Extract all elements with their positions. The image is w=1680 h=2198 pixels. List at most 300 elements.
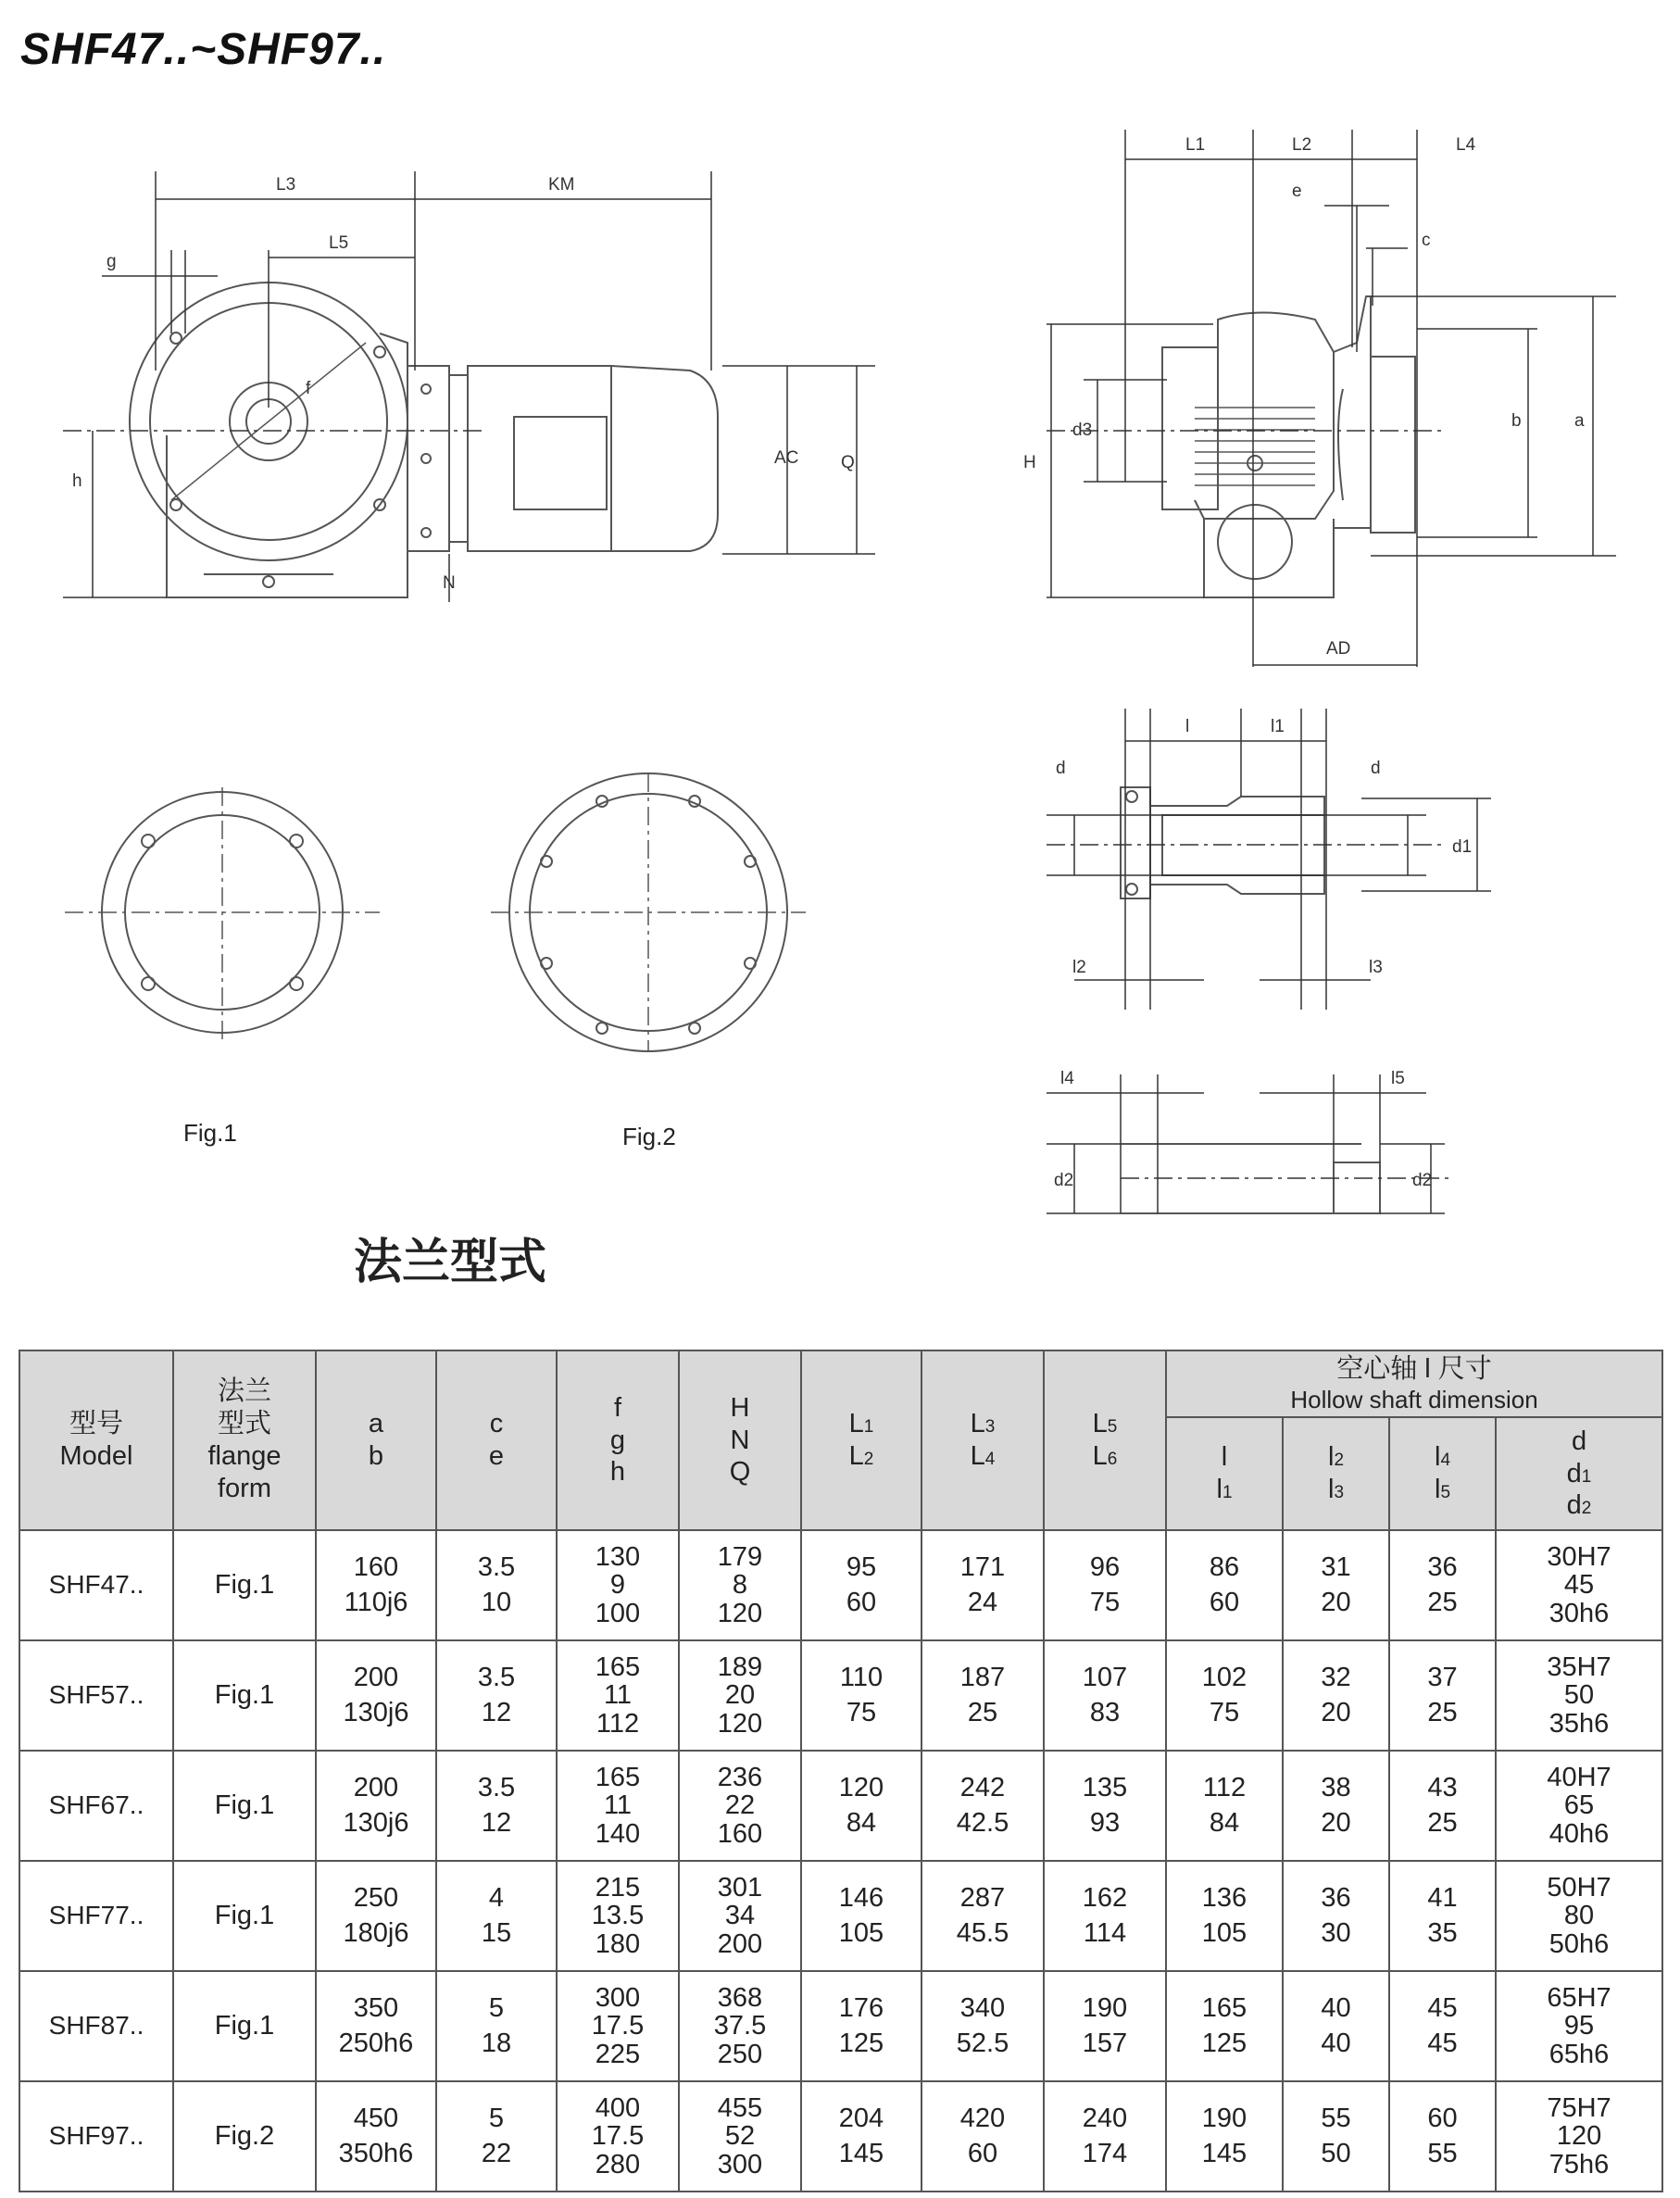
cell-l4l5-value: 36 [1427, 1551, 1458, 1582]
cell-l2l3-value: 31 [1321, 1551, 1351, 1582]
cell-ce-value: 22 [481, 2138, 512, 2168]
cell-dd-value: 120 [1556, 2121, 1602, 2152]
svg-text:H: H [1023, 453, 1036, 472]
header-flange-en-1: flange [207, 1441, 282, 1471]
cell-l4l5-value: 35 [1427, 1917, 1458, 1948]
cell-ll1-value: 102 [1201, 1662, 1247, 1692]
side-view-drawing [130, 283, 718, 597]
cell-ab [316, 1640, 436, 1751]
cell-ce [436, 1751, 557, 1861]
cell-hnq-value: 20 [724, 1680, 756, 1711]
cell-dd-value: 65h6 [1548, 2039, 1610, 2069]
header-l5-small: l5 [1434, 1475, 1451, 1504]
cell-hnq [679, 1640, 801, 1751]
header-dd [1496, 1417, 1662, 1530]
shaft-detail-drawing [1121, 787, 1324, 898]
cell-l1l2 [801, 1530, 921, 1640]
header-hnq [679, 1350, 801, 1530]
cell-hnq-value: 120 [717, 1598, 763, 1628]
header-hnq-h: H [730, 1392, 750, 1423]
header-flange-en-2: form [218, 1473, 271, 1503]
cell-l4l5-value: 55 [1427, 2138, 1458, 2168]
svg-text:L5: L5 [329, 233, 349, 253]
cell-ce [436, 2081, 557, 2192]
table-row [19, 1971, 1662, 2081]
cell-l1l2-value: 84 [846, 1807, 877, 1838]
cell-fgh-value: 140 [595, 1818, 641, 1849]
cell-ce-value: 12 [481, 1697, 512, 1727]
svg-text:l: l [1185, 717, 1190, 736]
cell-l5l6-value: 93 [1089, 1807, 1121, 1838]
cell-dd [1496, 1640, 1662, 1751]
side-view-dimensions [63, 171, 875, 602]
cell-l2l3 [1283, 2081, 1389, 2192]
cell-l5l6 [1044, 1751, 1166, 1861]
svg-text:a: a [1574, 411, 1585, 431]
cell-l4l5 [1389, 1530, 1496, 1640]
cell-l2l3-value: 40 [1321, 2028, 1351, 2058]
svg-text:d2: d2 [1054, 1171, 1074, 1190]
header-fgh [557, 1350, 679, 1530]
header-d: d [1571, 1426, 1587, 1456]
cell-ce-value: 3.5 [477, 1662, 516, 1692]
header-l5l6 [1044, 1350, 1166, 1530]
header-l2l3 [1283, 1417, 1389, 1530]
header-model-en: Model [59, 1441, 133, 1471]
header-l2: L2 [848, 1441, 874, 1471]
header-l4: L4 [970, 1441, 996, 1471]
cell-ll1-value: 136 [1201, 1882, 1247, 1913]
cell-l3l4 [921, 1640, 1044, 1751]
cell-dd-value: 75h6 [1548, 2149, 1610, 2179]
svg-text:l5: l5 [1391, 1069, 1405, 1088]
cell-l5l6-value: 162 [1082, 1882, 1128, 1913]
cell-model: SHF67.. [19, 1751, 173, 1861]
header-l: l [1221, 1442, 1228, 1473]
cell-l2l3-value: 20 [1321, 1697, 1351, 1727]
cell-ll1-value: 60 [1209, 1587, 1240, 1617]
fig2-flange-drawing [491, 773, 806, 1051]
cell-l2l3 [1283, 1861, 1389, 1971]
cell-dd-value: 35h6 [1548, 1708, 1610, 1739]
svg-text:d2: d2 [1412, 1171, 1433, 1190]
header-fgh-g: g [609, 1425, 626, 1455]
cell-ab-value: 200 [353, 1772, 399, 1802]
cell-l3l4-value: 45.5 [956, 1917, 1009, 1948]
cell-l1l2 [801, 1861, 921, 1971]
cell-l2l3 [1283, 1530, 1389, 1640]
table-row [19, 1751, 1662, 1861]
cell-hnq-value: 368 [717, 1982, 763, 2013]
cell-hnq-value: 52 [724, 2121, 756, 2152]
cell-l4l5-value: 25 [1427, 1697, 1458, 1727]
svg-text:e: e [1292, 182, 1302, 201]
cell-flange-form: Fig.2 [173, 2081, 316, 2192]
cell-l5l6-value: 190 [1082, 1992, 1128, 2023]
cell-ab-value: 160 [353, 1551, 399, 1582]
header-hollow-en: Hollow shaft dimension [1290, 1385, 1538, 1413]
cell-dd-value: 40h6 [1548, 1818, 1610, 1849]
cell-flange-form: Fig.1 [173, 1530, 316, 1640]
cell-l1l2-value: 120 [838, 1772, 884, 1802]
cell-fgh-value: 215 [595, 1872, 641, 1903]
svg-text:d: d [1056, 759, 1066, 778]
header-l1-small: l1 [1216, 1475, 1233, 1504]
cell-ab-value: 250 [353, 1882, 399, 1913]
header-ce-e: e [488, 1441, 505, 1471]
cell-l1l2-value: 95 [846, 1551, 877, 1582]
cell-hnq-value: 236 [717, 1762, 763, 1792]
cell-l5l6-value: 240 [1082, 2103, 1128, 2133]
header-ce-c: c [489, 1409, 504, 1439]
cell-fgh-value: 225 [595, 2039, 641, 2069]
cell-dd-value: 95 [1563, 2011, 1595, 2041]
cell-l2l3-value: 32 [1321, 1662, 1351, 1692]
cell-l1l2 [801, 1971, 921, 2081]
header-model [19, 1350, 173, 1530]
cell-fgh [557, 2081, 679, 2192]
cell-hnq-value: 37.5 [713, 2011, 767, 2041]
cell-ll1-value: 125 [1201, 2028, 1247, 2058]
cell-l3l4-value: 25 [967, 1697, 998, 1727]
page-title: SHF47..~SHF97.. [20, 25, 387, 74]
header-flange-cn-1: 法兰 [217, 1376, 271, 1407]
cell-fgh-value: 100 [595, 1598, 641, 1628]
header-ab-b: b [368, 1441, 384, 1471]
svg-text:d: d [1371, 759, 1381, 778]
cell-l3l4 [921, 1530, 1044, 1640]
cell-ab-value: 110j6 [344, 1587, 408, 1617]
cell-model: SHF87.. [19, 1971, 173, 2081]
cell-dd [1496, 1530, 1662, 1640]
cell-fgh-value: 280 [595, 2149, 641, 2179]
header-l3l4 [921, 1350, 1044, 1530]
cell-ce [436, 1861, 557, 1971]
header-fgh-f: f [613, 1392, 622, 1423]
cell-l1l2-value: 176 [838, 1992, 884, 2023]
shaft-detail-dimensions [1047, 709, 1491, 1010]
svg-text:L3: L3 [276, 175, 296, 195]
cell-l4l5-value: 43 [1427, 1772, 1458, 1802]
cell-hnq [679, 1530, 801, 1640]
cell-l1l2-value: 60 [846, 1587, 877, 1617]
cell-flange-form: Fig.1 [173, 1971, 316, 2081]
svg-text:KM: KM [548, 175, 575, 195]
cell-fgh [557, 1971, 679, 2081]
cell-hnq-value: 22 [724, 1790, 756, 1821]
svg-text:L4: L4 [1456, 135, 1476, 155]
cell-fgh-value: 11 [603, 1790, 633, 1821]
svg-text:f: f [306, 379, 311, 398]
header-hnq-q: Q [729, 1457, 751, 1488]
cell-hnq-value: 34 [724, 1901, 756, 1931]
cell-l5l6-value: 157 [1082, 2028, 1128, 2058]
header-flange [173, 1350, 316, 1530]
cell-ll1 [1166, 1971, 1283, 2081]
cell-l4l5-value: 45 [1427, 2028, 1458, 2058]
cell-ce-value: 5 [488, 2103, 505, 2133]
cell-l4l5 [1389, 2081, 1496, 2192]
cell-l2l3-value: 36 [1321, 1882, 1351, 1913]
cell-fgh-value: 165 [595, 1762, 641, 1792]
cell-l1l2-value: 75 [846, 1697, 877, 1727]
cell-l3l4-value: 52.5 [956, 2028, 1009, 2058]
svg-text:d3: d3 [1072, 421, 1093, 440]
front-view-dimensions [1047, 130, 1616, 667]
cell-ll1-value: 75 [1209, 1697, 1240, 1727]
fig1-flange-drawing [65, 787, 380, 1042]
cell-l5l6 [1044, 1640, 1166, 1751]
cell-ll1 [1166, 1751, 1283, 1861]
cell-dd [1496, 2081, 1662, 2192]
cell-ll1-value: 145 [1201, 2138, 1247, 2168]
cell-l4l5-value: 37 [1427, 1662, 1458, 1692]
header-model-cn: 型号 [69, 1409, 123, 1439]
cell-fgh [557, 1751, 679, 1861]
svg-text:l3: l3 [1369, 958, 1383, 977]
cell-l3l4 [921, 1971, 1044, 2081]
header-ce [436, 1350, 557, 1530]
cell-ll1 [1166, 1861, 1283, 1971]
cell-l1l2-value: 110 [839, 1662, 884, 1692]
cell-hnq-value: 120 [717, 1708, 763, 1739]
cell-l5l6-value: 114 [1083, 1917, 1127, 1948]
header-hnq-n: N [730, 1425, 750, 1455]
cell-dd [1496, 1861, 1662, 1971]
cell-ll1 [1166, 1640, 1283, 1751]
cell-ce-value: 5 [488, 1992, 505, 2023]
svg-text:c: c [1422, 231, 1431, 250]
cell-hnq-value: 455 [717, 2092, 763, 2123]
cell-l5l6 [1044, 2081, 1166, 2192]
cell-ce-value: 10 [481, 1587, 512, 1617]
cell-l3l4 [921, 1861, 1044, 1971]
cell-l3l4 [921, 1751, 1044, 1861]
svg-text:b: b [1511, 411, 1522, 431]
cell-fgh-value: 17.5 [591, 2011, 645, 2041]
cell-l3l4-value: 24 [967, 1587, 998, 1617]
cell-l1l2 [801, 2081, 921, 2192]
header-l3-small: l3 [1327, 1475, 1345, 1504]
cell-flange-form: Fig.1 [173, 1751, 316, 1861]
cell-l4l5-value: 41 [1427, 1882, 1458, 1913]
header-ab-a: a [368, 1409, 384, 1439]
table-row [19, 1640, 1662, 1751]
cell-fgh-value: 180 [595, 1928, 641, 1959]
cell-l3l4-value: 42.5 [956, 1807, 1009, 1838]
cell-hnq [679, 1861, 801, 1971]
cell-ce-value: 3.5 [477, 1772, 516, 1802]
header-ll1 [1166, 1417, 1283, 1530]
cell-ab-value: 130j6 [343, 1697, 409, 1727]
cell-dd-value: 75H7 [1547, 2092, 1611, 2123]
cell-l2l3 [1283, 1640, 1389, 1751]
table-row [19, 1530, 1662, 1640]
cell-l2l3-value: 30 [1321, 1917, 1351, 1948]
cell-fgh-value: 130 [595, 1541, 641, 1572]
cell-fgh-value: 112 [596, 1708, 640, 1739]
cell-l4l5 [1389, 1751, 1496, 1861]
cell-l2l3 [1283, 1751, 1389, 1861]
cell-ab [316, 2081, 436, 2192]
cell-hnq [679, 1751, 801, 1861]
svg-text:g: g [107, 252, 117, 271]
cell-ll1-value: 165 [1201, 1992, 1247, 2023]
cell-l2l3 [1283, 1971, 1389, 2081]
cell-ll1-value: 112 [1202, 1772, 1247, 1802]
header-flange-cn-2: 型式 [217, 1409, 271, 1439]
cell-ab [316, 1751, 436, 1861]
cell-ce [436, 1530, 557, 1640]
cell-fgh-value: 17.5 [591, 2121, 645, 2152]
cell-l1l2-value: 146 [838, 1882, 884, 1913]
table-row [19, 2081, 1662, 2192]
cell-ab [316, 1530, 436, 1640]
svg-text:L2: L2 [1292, 135, 1312, 155]
header-l4-small: l4 [1434, 1442, 1451, 1473]
cell-dd-value: 50 [1563, 1680, 1595, 1711]
cell-fgh-value: 9 [609, 1570, 626, 1601]
cell-ll1-value: 190 [1201, 2103, 1247, 2133]
cell-fgh [557, 1640, 679, 1751]
header-l5: L5 [1092, 1409, 1118, 1439]
cell-l1l2-value: 145 [838, 2138, 884, 2168]
cell-ab-value: 250h6 [338, 2028, 414, 2058]
cell-l4l5-value: 45 [1427, 1992, 1458, 2023]
cell-ce-value: 3.5 [477, 1551, 516, 1582]
fig1-label: Fig.1 [183, 1119, 237, 1147]
header-l2-small: l2 [1327, 1442, 1345, 1473]
cell-l2l3-value: 40 [1321, 1992, 1351, 2023]
svg-text:d1: d1 [1452, 837, 1473, 857]
cell-dd-value: 30H7 [1547, 1541, 1611, 1572]
cell-l1l2-value: 105 [838, 1917, 884, 1948]
cell-hnq-value: 200 [717, 1928, 763, 1959]
cell-ce-value: 15 [481, 1917, 512, 1948]
cell-l2l3-value: 50 [1321, 2138, 1351, 2168]
cell-model: SHF97.. [19, 2081, 173, 2192]
cell-l4l5-value: 25 [1427, 1587, 1458, 1617]
svg-text:h: h [72, 471, 82, 491]
cell-l3l4-value: 340 [959, 1992, 1006, 2023]
cell-l5l6 [1044, 1971, 1166, 2081]
cell-ab-value: 180j6 [343, 1917, 409, 1948]
fig2-label: Fig.2 [622, 1123, 676, 1150]
cell-hnq-value: 160 [717, 1818, 763, 1849]
table-row [19, 1861, 1662, 1971]
cell-fgh-value: 300 [595, 1982, 641, 2013]
cell-l3l4 [921, 2081, 1044, 2192]
cell-hnq-value: 300 [717, 2149, 763, 2179]
header-l3: L3 [970, 1409, 996, 1439]
cell-l3l4-value: 242 [959, 1772, 1006, 1802]
header-hollow-shaft [1166, 1350, 1662, 1417]
cell-ll1-value: 105 [1201, 1917, 1247, 1948]
cell-l1l2-value: 125 [838, 2028, 884, 2058]
cell-ll1 [1166, 1530, 1283, 1640]
header-hollow-cn: 空心轴 l 尺寸 [1336, 1354, 1492, 1384]
cell-ll1-value: 86 [1209, 1551, 1240, 1582]
cell-ab-value: 350 [353, 1992, 399, 2023]
header-fgh-h: h [609, 1457, 626, 1488]
header-l1l2 [801, 1350, 921, 1530]
cell-ab-value: 130j6 [343, 1807, 409, 1838]
cell-ll1-value: 84 [1209, 1807, 1240, 1838]
cell-fgh [557, 1861, 679, 1971]
cell-l2l3-value: 20 [1321, 1807, 1351, 1838]
cell-dd-value: 35H7 [1547, 1652, 1611, 1682]
flange-section-title: 法兰型式 [354, 1236, 547, 1289]
cell-fgh-value: 165 [595, 1652, 641, 1682]
cell-l4l5 [1389, 1861, 1496, 1971]
svg-text:l4: l4 [1060, 1069, 1074, 1088]
cell-ll1 [1166, 2081, 1283, 2192]
cell-l1l2-value: 204 [838, 2103, 884, 2133]
cell-dd [1496, 1971, 1662, 2081]
cell-dd-value: 50h6 [1548, 1928, 1610, 1959]
header-l1: L1 [848, 1409, 874, 1439]
cell-fgh [557, 1530, 679, 1640]
cell-dd-value: 65H7 [1547, 1982, 1611, 2013]
cell-flange-form: Fig.1 [173, 1861, 316, 1971]
cell-ce [436, 1640, 557, 1751]
header-l6: L6 [1092, 1441, 1118, 1471]
spec-table-body [19, 1530, 1662, 2192]
cell-l5l6 [1044, 1530, 1166, 1640]
cell-hnq-value: 179 [717, 1541, 763, 1572]
cell-ab [316, 1861, 436, 1971]
cell-ce [436, 1971, 557, 2081]
cell-l2l3-value: 20 [1321, 1587, 1351, 1617]
cell-ce-value: 18 [481, 2028, 512, 2058]
cell-l5l6-value: 83 [1089, 1697, 1121, 1727]
header-d2: d2 [1566, 1490, 1592, 1521]
cell-l2l3-value: 55 [1321, 2103, 1351, 2133]
cell-hnq [679, 2081, 801, 2192]
cell-l3l4-value: 420 [959, 2103, 1006, 2133]
cell-fgh-value: 11 [603, 1680, 633, 1711]
cell-hnq-value: 250 [717, 2039, 763, 2069]
header-l4l5 [1389, 1417, 1496, 1530]
cell-dd-value: 50H7 [1547, 1872, 1611, 1903]
cell-dd-value: 45 [1563, 1570, 1595, 1601]
cell-l2l3-value: 38 [1321, 1772, 1351, 1802]
cell-ce-value: 12 [481, 1807, 512, 1838]
cell-ab-value: 450 [353, 2103, 399, 2133]
cell-flange-form: Fig.1 [173, 1640, 316, 1751]
cell-l3l4-value: 171 [959, 1551, 1006, 1582]
spec-table [19, 1350, 1663, 2192]
cell-l3l4-value: 187 [959, 1662, 1006, 1692]
cell-l5l6-value: 107 [1082, 1662, 1128, 1692]
cell-l4l5-value: 60 [1427, 2103, 1458, 2133]
cell-l4l5 [1389, 1640, 1496, 1751]
cell-model: SHF57.. [19, 1640, 173, 1751]
cell-dd-value: 65 [1563, 1790, 1595, 1821]
cell-l5l6-value: 135 [1082, 1772, 1128, 1802]
svg-text:N: N [443, 573, 456, 593]
cell-model: SHF47.. [19, 1530, 173, 1640]
cell-fgh-value: 400 [595, 2092, 641, 2123]
svg-text:l1: l1 [1271, 717, 1285, 736]
cell-l3l4-value: 60 [967, 2138, 998, 2168]
cell-l5l6-value: 96 [1089, 1551, 1121, 1582]
cell-dd-value: 40H7 [1547, 1762, 1611, 1792]
cell-l1l2 [801, 1751, 921, 1861]
cell-dd-value: 30h6 [1548, 1598, 1610, 1628]
cell-ab-value: 200 [353, 1662, 399, 1692]
svg-text:L1: L1 [1185, 135, 1206, 155]
